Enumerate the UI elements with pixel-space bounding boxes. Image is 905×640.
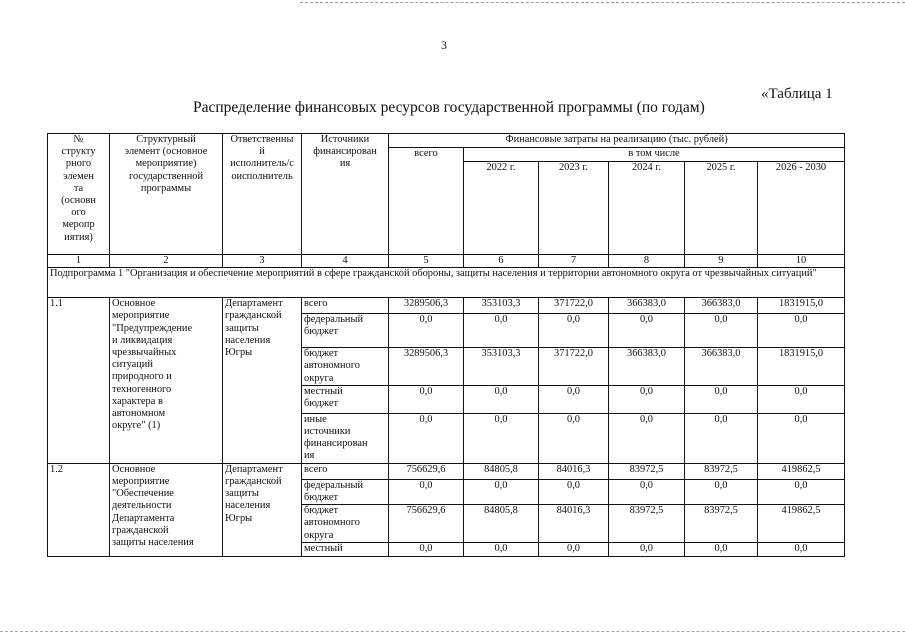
header-year-2023: 2023 г. [539,162,609,255]
header-financial-costs: Финансовые затраты на реализацию (тыс. рублей) [389,134,845,148]
amount-cell: 366383,0 [685,298,758,314]
amount-cell: 0,0 [539,314,609,348]
amount-cell: 371722,0 [539,298,609,314]
amount-cell: 0,0 [758,543,845,557]
funding-source: всего [302,463,389,479]
column-number: 10 [758,255,845,268]
amount-cell: 0,0 [685,543,758,557]
column-number: 1 [48,255,110,268]
table-header [48,134,845,298]
amount-cell: 0,0 [685,413,758,463]
scan-edge-bottom [0,631,905,634]
funding-source: всего [302,298,389,314]
header-structural-number: № структу рного элемен та (основн ого меропр иятия) [48,134,110,255]
amount-cell: 0,0 [539,385,609,413]
amount-cell: 0,0 [389,479,464,504]
subprogram-row [48,268,845,298]
amount-cell: 83972,5 [609,505,685,543]
header-years-2026-2030: 2026 - 2030 [758,162,845,255]
amount-cell: 0,0 [464,479,539,504]
amount-cell: 0,0 [539,543,609,557]
funding-source: местный [302,543,389,557]
amount-cell: 756629,6 [389,505,464,543]
amount-cell: 0,0 [685,314,758,348]
table-reference: «Таблица 1 [761,86,833,102]
funding-source: иные источники финансирован ия [302,413,389,463]
column-number: 2 [110,255,223,268]
amount-cell: 366383,0 [609,298,685,314]
amount-cell: 83972,5 [685,505,758,543]
item-name: Основное мероприятие "Обеспечение деятельности Департамента гражданской защиты населения [110,463,223,556]
column-number: 7 [539,255,609,268]
funding-source: бюджет автономного округа [302,348,389,386]
item-name: Основное мероприятие "Предупреждение и ликвидация чрезвычайных ситуаций природного и техногенного характера в автономном округе" (1) [110,298,223,464]
amount-cell: 0,0 [464,543,539,557]
amount-cell: 0,0 [758,413,845,463]
funding-source: федеральный бюджет [302,479,389,504]
column-number: 5 [389,255,464,268]
page-number: 3 [441,38,447,52]
amount-cell: 0,0 [464,314,539,348]
amount-cell: 84805,8 [464,505,539,543]
amount-cell: 0,0 [464,413,539,463]
amount-cell: 1831915,0 [758,348,845,386]
amount-cell: 0,0 [539,413,609,463]
amount-cell: 84016,3 [539,463,609,479]
amount-cell: 0,0 [389,314,464,348]
amount-cell: 0,0 [609,413,685,463]
header-year-2025: 2025 г. [685,162,758,255]
amount-cell: 366383,0 [609,348,685,386]
amount-cell: 0,0 [609,479,685,504]
funding-source: бюджет автономного округа [302,505,389,543]
amount-cell: 0,0 [609,543,685,557]
document-title: Распределение финансовых ресурсов государственной программы (по годам) [193,99,705,116]
column-number: 4 [302,255,389,268]
amount-cell: 0,0 [685,385,758,413]
header-year-2022: 2022 г. [464,162,539,255]
item-executor: Департамент гражданской защиты населения Югры [223,298,302,464]
header-executor: Ответственны й исполнитель/с оисполнитель [223,134,302,255]
header-year-2024: 2024 г. [609,162,685,255]
subprogram-title: Подпрограмма 1 "Организация и обеспечение мероприятий в сфере гражданской обороны, защиты населения и территории автономного округа от чрезвычайных ситуаций" [48,268,845,298]
table-body [48,298,845,557]
table-row [48,463,845,479]
amount-cell: 0,0 [464,385,539,413]
amount-cell: 756629,6 [389,463,464,479]
amount-cell: 419862,5 [758,505,845,543]
amount-cell: 83972,5 [609,463,685,479]
column-number: 9 [685,255,758,268]
item-executor: Департамент гражданской защиты населения Югры [223,463,302,556]
amount-cell: 0,0 [609,385,685,413]
header-structural-element: Структурный элемент (основное мероприятие) государственной программы [110,134,223,255]
scan-edge-top [300,2,905,5]
funding-source: местный бюджет [302,385,389,413]
amount-cell: 419862,5 [758,463,845,479]
table-row [48,298,845,314]
amount-cell: 366383,0 [685,348,758,386]
amount-cell: 3289506,3 [389,348,464,386]
amount-cell: 0,0 [389,543,464,557]
column-number: 3 [223,255,302,268]
item-number: 1.2 [48,463,110,556]
amount-cell: 0,0 [609,314,685,348]
amount-cell: 3289506,3 [389,298,464,314]
header-including: в том числе [464,148,845,162]
amount-cell: 0,0 [539,479,609,504]
amount-cell: 83972,5 [685,463,758,479]
amount-cell: 84805,8 [464,463,539,479]
amount-cell: 0,0 [389,385,464,413]
amount-cell: 1831915,0 [758,298,845,314]
header-funding-source: Источники финансирован ия [302,134,389,255]
amount-cell: 0,0 [758,479,845,504]
header-total: всего [389,148,464,255]
amount-cell: 0,0 [758,314,845,348]
column-number: 6 [464,255,539,268]
amount-cell: 0,0 [758,385,845,413]
amount-cell: 353103,3 [464,298,539,314]
amount-cell: 353103,3 [464,348,539,386]
funding-source: федеральный бюджет [302,314,389,348]
amount-cell: 371722,0 [539,348,609,386]
amount-cell: 84016,3 [539,505,609,543]
amount-cell: 0,0 [389,413,464,463]
financial-resources-table [47,133,845,557]
column-number-row [48,255,845,268]
amount-cell: 0,0 [685,479,758,504]
column-number: 8 [609,255,685,268]
item-number: 1.1 [48,298,110,464]
